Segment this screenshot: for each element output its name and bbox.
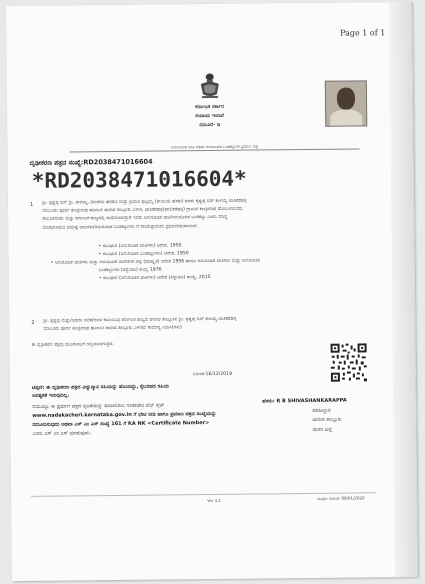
order-item: • ಸಂವಿಧಾನ (ಅನುಸೂಚಿತ ಜಾತಿಗಳು) ಆದೇಶ, 1950: [98, 243, 182, 250]
form-title: ನಮೂನೆ- ಡಿ: [199, 121, 221, 129]
esign-note-line: ಟಿಪ್ಪಣಿ: ಈ ದೃಢೀಕರಣ ಪತ್ರದ ವಿದ್ಯುನ್ಮಾನ ಸಹಿಯನ್ನು ಹೊಂದಿದ್ದು, ಕೈಬರಹದ ಸಹಿಯ: [31, 383, 169, 391]
para1-text: [42, 196, 378, 232]
verify-line: ನಮೂದಿಸುವುದು ಅಥವಾ ಎಸ್ ಎಂ ಎಸ್ ಸಂಖ್ಯೆ 161 ಗೆ KA NK <Certificate Number>: [32, 420, 210, 428]
para2-line: ಮಾಲೂರು ಪೂರ್ವ ಕಾಂತ್ರೀನಾಥ ಹೋಬಳಿ ಜಾನಾರ ತಾಲ್ಲೂಕು ವಿಳಾಸದ ಸಾಮಾನ್ಯ ನಿವಾಸಿ(ಗಳು): [43, 325, 182, 332]
orders-list: [50, 240, 378, 283]
certificate-subtitle: [69, 142, 359, 152]
verification-note: [32, 401, 216, 439]
photo-head: [337, 87, 355, 109]
page-edge: [389, 2, 417, 577]
para1-line: ಮಾಲೂರು ಪೂರ್ವ ಕಾಂತ್ರೀನಾಥ ಹೋಬಳಿ ಜಾನಾರ ತಾಲ್ಲೂಕು ವಿಳಾಸ, ಜಾತಿಕೆರೆಹಳ್ಳಿ(ಹಾಲಿಕೆರೆಹಳ್ಳಿ) ಗ್ರಾಮದ ಕಾಂತ್ರೀನಾಥ ಹೋಬಳಿಯವರು: [42, 206, 243, 214]
order-item: • ಸಂವಿಧಾನ (ಅನುಸೂಚಿತ ಜಾತಿಗಳು) ಆದೇಶ (ತಿದ್ದುಪಡಿ) ಕಾಯ್ದೆ, 2015: [98, 275, 211, 282]
govt-title: ಕರ್ನಾಟಕ ಸರ್ಕಾರ: [195, 103, 224, 111]
certificate-number-barcode-text: *RD2038471016604*: [31, 166, 247, 193]
order-item: ಬುಡಕಟ್ಟುಗಳು (ತಿದ್ದುಪಡಿ) ಕಾಯ್ದೆ 1976.: [98, 267, 164, 274]
applicant-photo: [325, 80, 367, 126]
signatory-name: ಹೆಸರು: R B SHIVASHANKARAPPA: [262, 397, 347, 405]
order-item: • ಅನುಸೂಚಿತ ಜಾತಿಗಳು ಮತ್ತು ಅನುಸೂಚಿತ ಪಂಗಡಗಳ ಪಟ್ಟಿ (ಪರಿಷ್ಕೃತ) ಆದೇಶ 1956 ಹಾಗೂ ಅನುಸೂಚಿತ ಜಾತಿಗಳು ಮತ್ತು ಅನುಸೂಚಿತ: [50, 258, 260, 266]
verification-qr-code: [330, 342, 368, 382]
signatory-block: [262, 397, 347, 436]
esign-note: [32, 382, 169, 399]
dept-title: ಕಂದಾಯ ಇಲಾಖೆ: [195, 112, 225, 120]
signatory-taluk: ಜಾನಾರ ತಾಲ್ಲೂಕು: [312, 416, 342, 423]
para1-line: ಮಾಡಲಾಗಿರುವ ಪರಿಶಿಷ್ಟ ಜಾತಿಗಳು/ಅನುಸೂಚಿತ ಬುಡಕಟ್ಟುಗಳು ಗೆ ಸೇರಿರುತ್ತಾರೆಂದು ಪ್ರಮಾಣೀಕರಿಸಲಾಗಿದೆ.: [42, 223, 199, 231]
para1-number: 1: [30, 201, 34, 208]
subtitle-text: ಅನುಸೂಚಿತ ಜಾತಿ ಅಥವಾ ಅನುಸೂಚಿತ ಬುಡಕಟ್ಟುಗಳ ಪ್ರಮಾಣ ಪತ್ರ: [171, 143, 258, 150]
footer-print-date: ಮುದ್ರಣ ದಿನಾಂಕ: 06/01/2020: [317, 495, 365, 501]
certificate-page: [6, 2, 418, 581]
certificate-number-label: ದೃಢೀಕರಣ ಪತ್ರದ ಸಂಖ್ಯೆ:RD2038471016604: [29, 157, 153, 167]
issue-date: ದಿನಾಂಕ:16/12/2019: [192, 371, 233, 378]
validity-line: ಈ ದೃಢೀಕರಣ ಪತ್ರವು ಜೀವಿತಾವಧಿಗೆ ಅನ್ವಯವಾಗುತ್ತದೆ.: [31, 342, 114, 348]
para2-number: 2: [31, 319, 35, 326]
para1-line: ಶ್ರೀ. ಕೃಷ್ಣಪ್ಪ ಬಿನ್ ಶ್ರೀ. ಕಾಳಯ್ಯ, (ತಂದೆಯ ಹೆಸರು) ಮತ್ತು ಶ್ರೀಮತಿ ಪುಟ್ಟಮ್ಮ (ತಾಯಿಯ ಹೆಸರು) ರವರು ಕೃಷ್ಣಪ್ಪ ಬಿನ್ ಕಾಳಯ್ಯ ಜಾತಿಕೆರೆಹಳ್ಳಿ: [42, 198, 247, 206]
para2-line: ಶ್ರೀ. ಕೃಷ್ಣಪ್ಪ ಮತ್ತು/ಅಥವಾ ಅವರ/ಅವಳ ಕುಟುಂಬವು ಕರ್ನಾಟಕ ರಾಜ್ಯದ ಜಾನಾರ ತಾಲ್ಲೂಕಿನ ಶ್ರೀ. ಕೃಷ್ಣಪ್ಪ ಬಿನ್ ಕಾಳಯ್ಯ ಜಾತಿಕೆರೆಹಳ್ಳಿ: [43, 316, 237, 324]
verify-line: ಎಂದು ಎಸ್ ಎಂ ಎಸ್ ಮಾಡುವುದು.: [32, 430, 92, 437]
para1-line: ತಾಲೂಕಿನವರು ಮತ್ತು ಕರ್ನಾಟಕ ರಾಜ್ಯದಲ್ಲಿ ವಾಸವಾಗಿರುತ್ತಾರೆ ಇವರು ಅನುಸೂಚಿತ ಜಾತಿ/ಅನುಸೂಚಿತ ಬುಡಕಟ್ಟು ಎಂದು ಮಾನ್ಯ: [42, 215, 228, 223]
verify-line: ದಯವಿಟ್ಟು ಈ ಪ್ರಮಾಣ ಪತ್ರದ ನೈಜತೆಯನ್ನು ಪರಿಶೀಲಿಸಲು ನಾಡಕಚೇರಿ ವೆಬ್ ಸೈಟ್: [32, 402, 165, 410]
signatory-district: ಹಾಸನ ಜಿಲ್ಲೆ: [312, 426, 333, 433]
signatory-designation: ತಹಶೀಲ್ದಾರ: [312, 407, 331, 414]
photo-body: [330, 109, 362, 126]
esign-note-line: ಅವಶ್ಯಕತೆ ಇರುವುದಿಲ್ಲ.: [32, 392, 70, 399]
validity-note: [32, 339, 282, 350]
page-number: Page 1 of 1: [340, 28, 386, 38]
order-item: • ಸಂವಿಧಾನ (ಅನುಸೂಚಿತ ಬುಡಕಟ್ಟುಗಳು) ಆದೇಶ, 1950: [98, 251, 189, 258]
para2-text: [43, 314, 379, 334]
subtitle-underline: [70, 148, 360, 152]
state-emblem-icon: [198, 72, 222, 100]
footer-version: Ver 4.2: [207, 497, 221, 504]
verify-line: www.nadakacheri.karnataka.gov.in ಗೆ ಭೇಟಿ ನೀಡಿ ಹಾಗೂ ಪ್ರಮಾಣ ಪತ್ರದ ಸಂಖ್ಯೆಯನ್ನು: [32, 410, 217, 419]
